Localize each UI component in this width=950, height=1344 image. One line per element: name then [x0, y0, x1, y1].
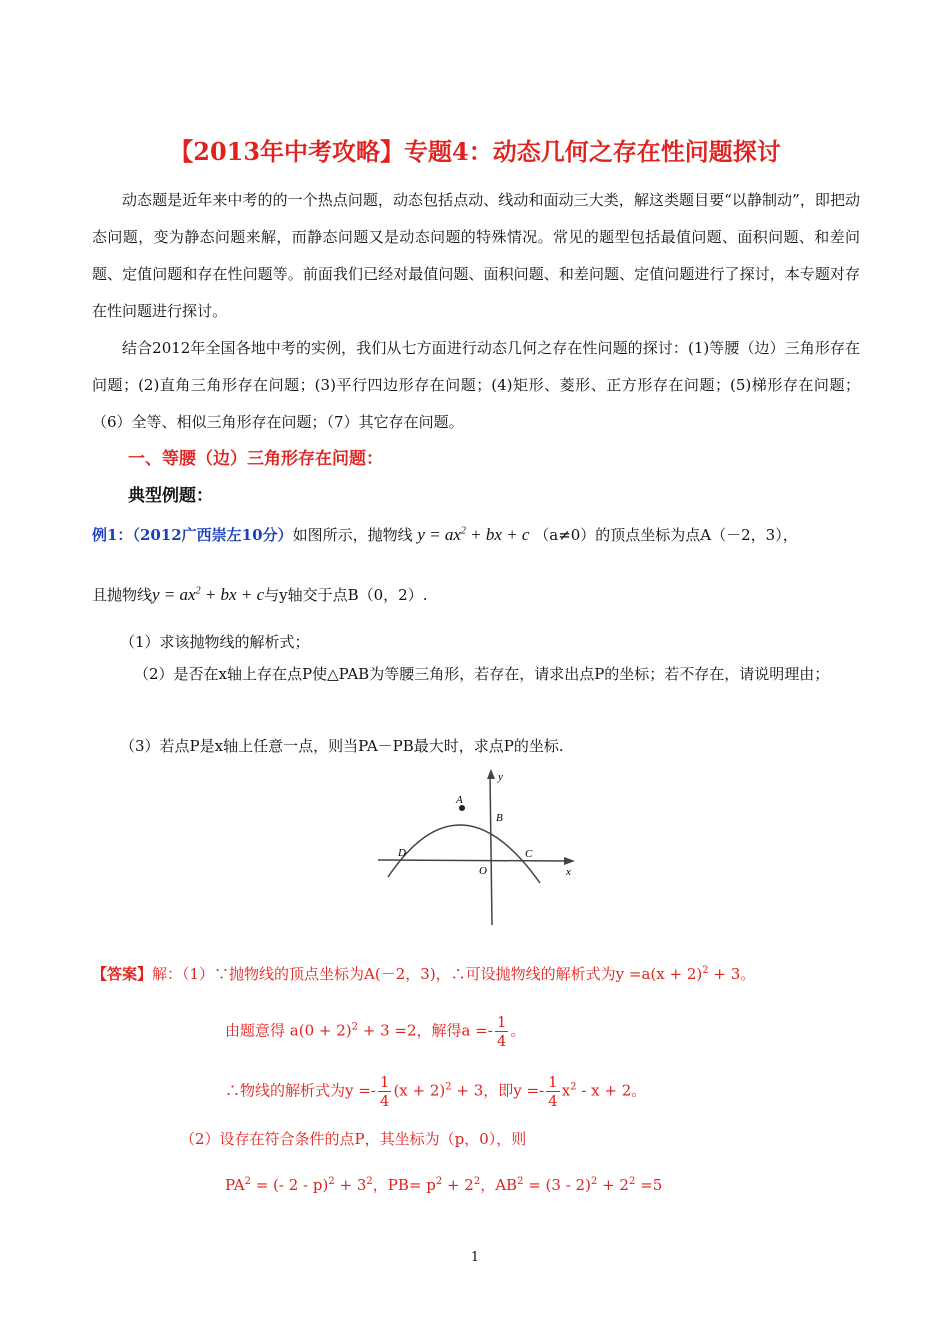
- answer-line-4: （2）设存在符合条件的点P，其坐标为（p，0），则: [180, 1130, 527, 1148]
- section-heading: 一、等腰（边）三角形存在问题：: [128, 449, 383, 469]
- intro-paragraph-2: 结合2012年全国各地中考的实例，我们从七方面进行动态几何之存在性问题的探讨：(1)等腰（边）三角形存在问题；(2)直角三角形存在问题；(3)平行四边形存在问题；(4)矩形、菱形、正方形存在问题；(5)梯形存在问题；（6）全等、相似三角形存在问题；（7）其它存在问题。: [92, 339, 860, 431]
- parabola-curve: [388, 825, 540, 883]
- answer-tag: 【答案】: [92, 965, 153, 983]
- label-a: A: [456, 794, 463, 806]
- example-text-a: 如图所示，抛物线: [292, 526, 413, 544]
- fraction-one-quarter-3: $\frac{1}{4}$: [548, 1073, 558, 1110]
- question-3: （3）若点P是x轴上任意一点，则当PA－PB最大时，求点P的坐标.: [120, 737, 564, 755]
- page-title: 【2013年中考攻略】专题4：动态几何之存在性问题探讨: [169, 137, 781, 166]
- example-text-b: （a≠0）的顶点坐标为点A（－2，3），: [534, 526, 798, 544]
- answer-line-1: 【答案】解：（1）∵抛物线的顶点坐标为A(－2，3)，∴可设抛物线的解析式为$y =a(x + 2)^2 + 3$。: [92, 965, 756, 983]
- label-o: O: [479, 865, 487, 877]
- intro-paragraph-1: 动态题是近年来中考的的一个热点问题，动态包括点动、线动和面动三大类，解这类题目要“以静制动”，即把动态问题，变为静态问题来解，而静态问题又是动态问题的特殊情况。常见的题型包括最值问题、面积问题、和差问题、定值问题和存在性问题等。前面我们已经对最值问题、面积问题、和差问题、定值问题进行了探讨，本专题对存在性问题进行探讨。: [92, 191, 860, 320]
- example-1-line-2: 且抛物线$y = ax^2$ + bx + c与y轴交于点B（0，2）.: [92, 585, 428, 604]
- answer-line-2: 由题意得 $a(0 + 2)^2 + 3 =2$，解得a =- $\frac{1}{4}$ 。: [225, 1013, 526, 1050]
- parabola-formula: $y = ax^2$ + bx + c: [417, 525, 530, 544]
- y-axis-arrow: [487, 769, 495, 779]
- label-x: x: [566, 866, 571, 878]
- label-b: B: [496, 812, 503, 824]
- x-axis: [378, 860, 568, 861]
- page-number: 1: [470, 1250, 480, 1265]
- example-label: 例1：: [92, 526, 133, 544]
- answer-line-3: ∴物线的解析式为y =- $\frac{1}{4}$ $(x + 2)^2 + 3$，即y =- $\frac{1}{4}$ $x^2 - x + 2$。: [225, 1073, 647, 1110]
- answer-line-5: $PA^2$ = (- $2 - p)^2 + 3^2$，$PB= p^2 + 2^2$，$AB^2 = (3 - 2)^2 + 2^2 =5$: [225, 1176, 663, 1194]
- example-source: （2012广西崇左10分）: [132, 526, 293, 544]
- label-c: C: [525, 848, 533, 860]
- example-1-line-1: [92, 524, 798, 545]
- question-1: （1）求该抛物线的解析式；: [120, 633, 310, 651]
- y-axis: [490, 775, 492, 925]
- section-subheading: 典型例题：: [128, 486, 213, 506]
- label-y: y: [498, 771, 503, 783]
- fraction-one-quarter: $\frac{1}{4}$: [496, 1013, 507, 1050]
- label-d: D: [398, 847, 406, 859]
- parabola-figure: [370, 765, 580, 930]
- question-2: （2）是否在x轴上存在点P使△PAB为等腰三角形，若存在，请求出点P的坐标；若不存在，请说明理由；: [134, 665, 830, 683]
- parabola-formula-2: $y = ax^2$ + bx + c: [152, 585, 265, 604]
- fraction-one-quarter-2: $\frac{1}{4}$: [379, 1073, 390, 1110]
- x-axis-arrow: [564, 857, 575, 865]
